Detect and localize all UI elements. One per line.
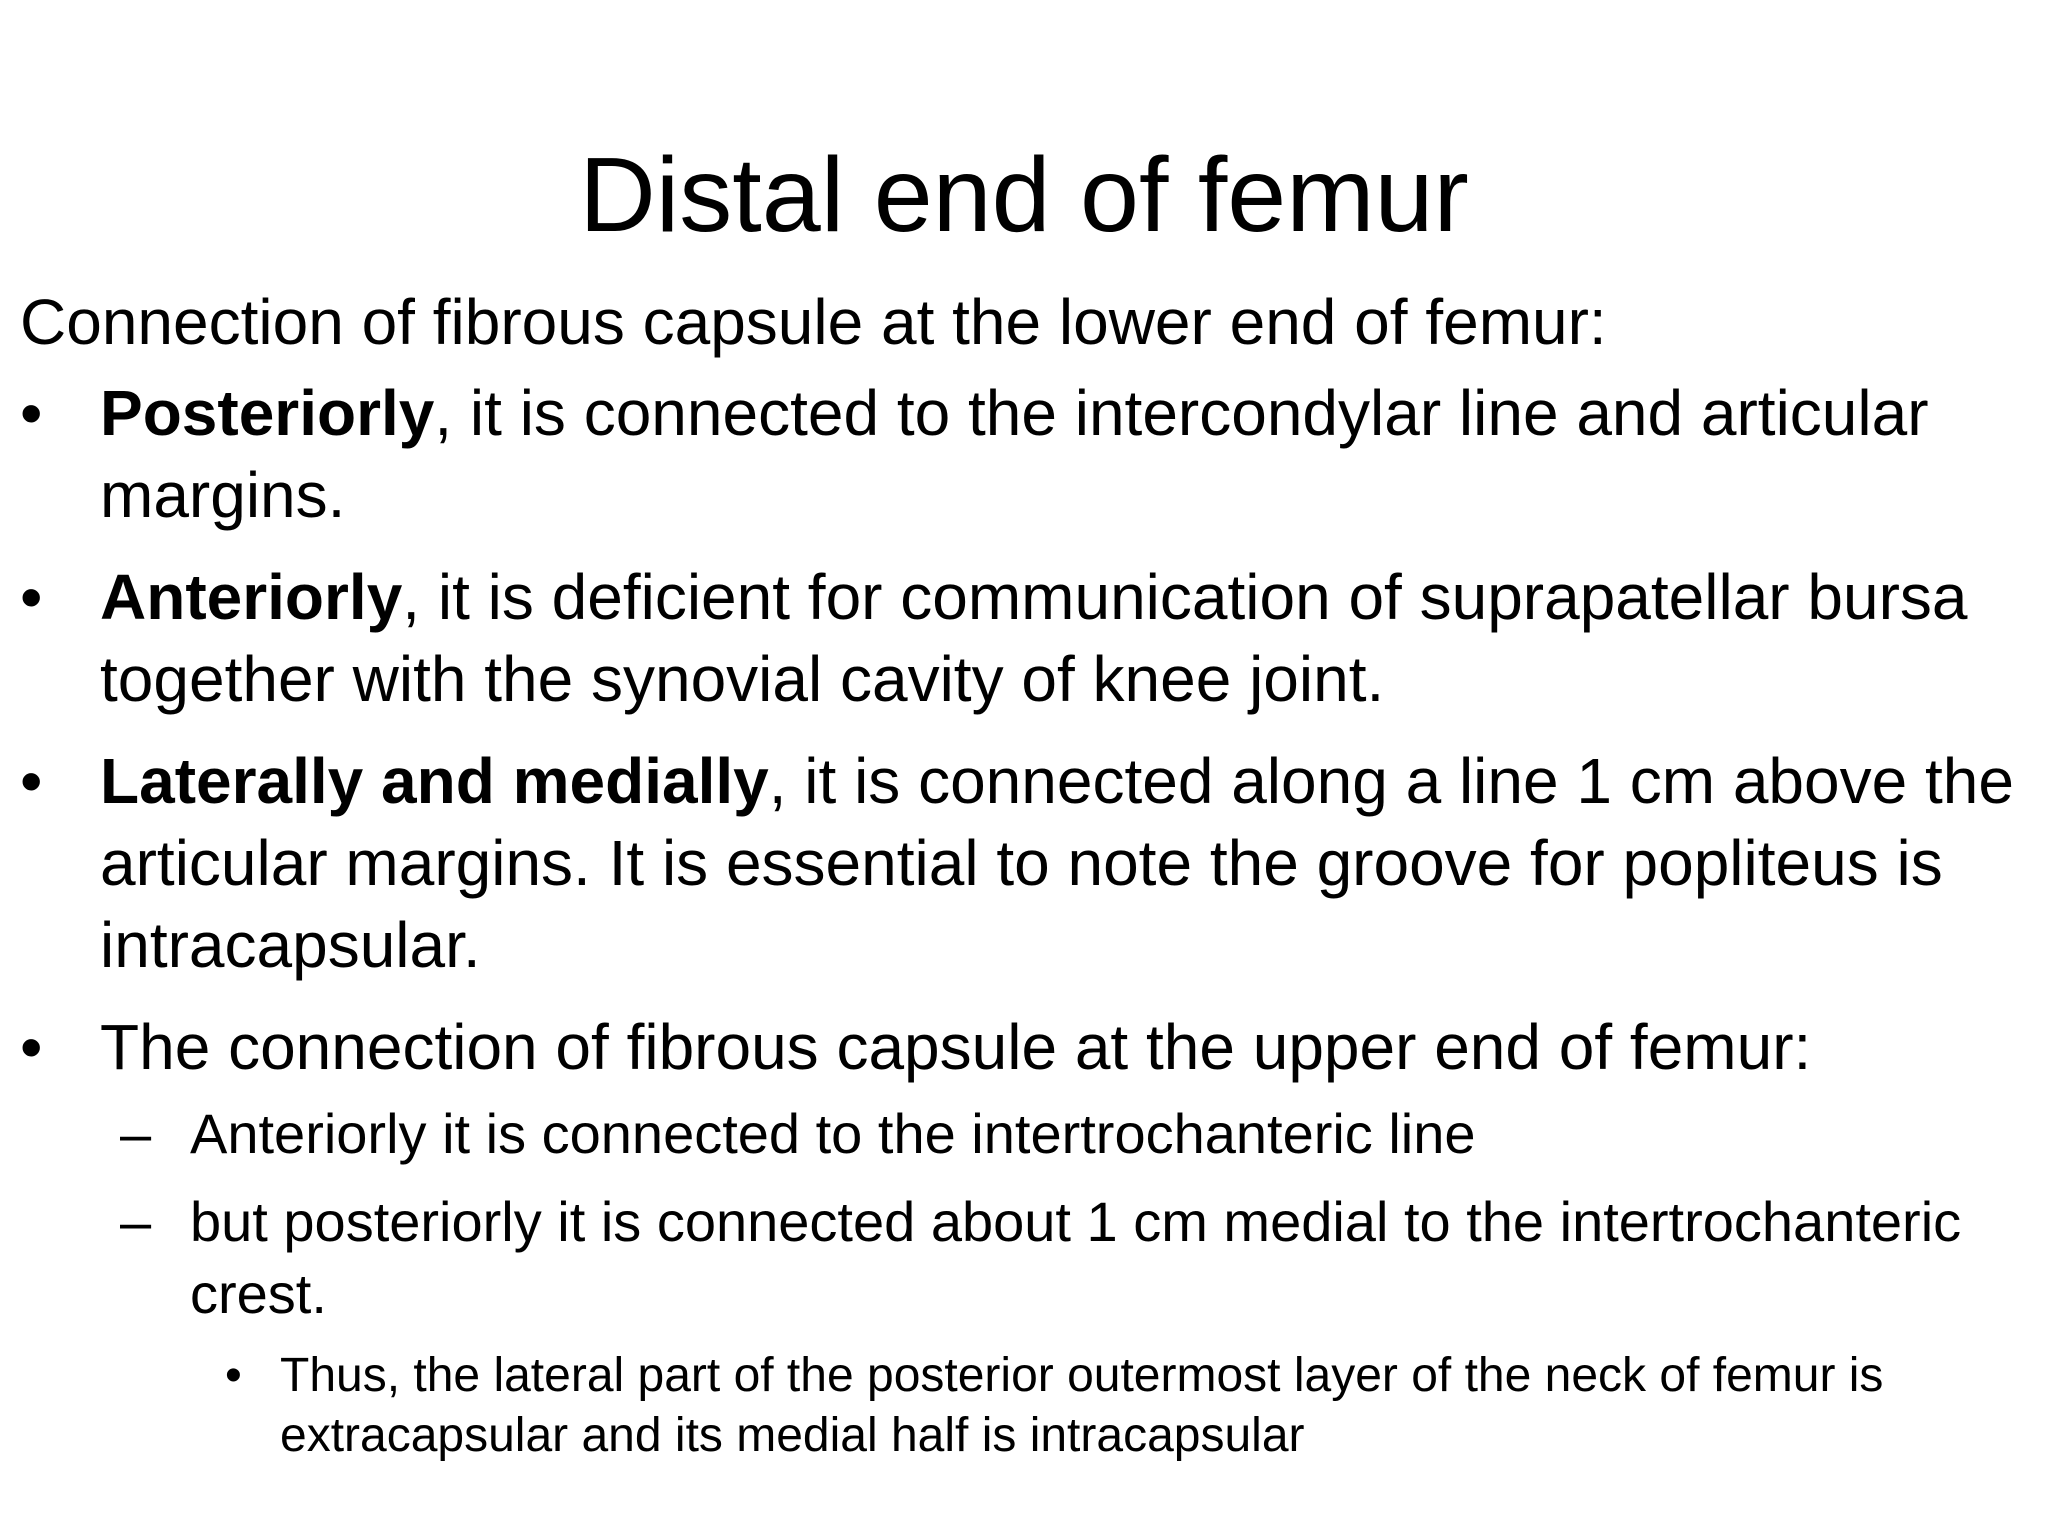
bullet-text: , it is connected along a line 1 cm above the articular margins. It is essential to note the groove for popliteus is intracapsular. [100,745,2014,981]
slide-title: Distal end of femur [579,136,1469,254]
bullet-bold-term: Anteriorly [100,561,403,633]
sub-bullet-text: Anteriorly it is connected to the intertrochanteric line [190,1102,1476,1165]
sub-bullet-posteriorly [20,1186,2030,1330]
bullet-marker: • [20,377,43,449]
bullet-text: , it is connected to the intercondylar line and articular margins. [100,377,1929,531]
sub-bullet-anteriorly [20,1098,2030,1170]
sub-bullet-text: but posteriorly it is connected about 1 cm medial to the intertrochanteric crest. [190,1190,1962,1325]
bullet-marker: • [20,1011,43,1083]
bullet-laterally-medially [20,740,2030,986]
bullet-marker: • [225,1349,242,1402]
bullet-marker: • [20,561,43,633]
dash-marker: – [120,1190,152,1253]
bullet-text: , it is deficient for communication of suprapatellar bursa together with the synovial cavity of knee joint. [100,561,1968,715]
bullet-bold-term: Posteriorly [100,377,435,449]
bullet-anteriorly [20,556,2030,720]
bullet-marker: • [20,745,43,817]
slide-body [20,282,2030,1466]
bullet-upper-end [20,1006,2030,1088]
sub-sub-bullet-thus [20,1346,2030,1466]
sub-sub-bullet-text: Thus, the lateral part of the posterior outermost layer of the neck of femur is extracapsular and its medial half is intracapsular [280,1349,1884,1462]
bullet-text: The connection of fibrous capsule at the upper end of femur: [100,1011,1812,1083]
bullet-bold-term: Laterally and medially [100,745,769,817]
intro-text: Connection of fibrous capsule at the lower end of femur: [20,286,1607,358]
dash-marker: – [120,1102,152,1165]
bullet-posteriorly [20,372,2030,536]
